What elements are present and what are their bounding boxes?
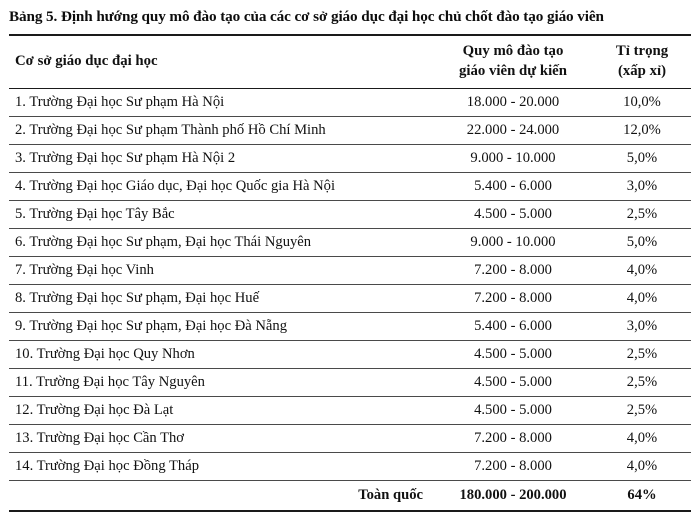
table-row bbox=[9, 145, 691, 173]
cell-scale: 4.500 - 5.000 bbox=[433, 201, 593, 229]
table-row bbox=[9, 173, 691, 201]
cell-institution: 9. Trường Đại học Sư phạm, Đại học Đà Nẵng bbox=[9, 313, 433, 341]
total-ratio: 64% bbox=[593, 481, 691, 512]
table-row bbox=[9, 257, 691, 285]
cell-institution: 1. Trường Đại học Sư phạm Hà Nội bbox=[9, 89, 433, 117]
table-header-row bbox=[9, 35, 691, 89]
cell-scale: 9.000 - 10.000 bbox=[433, 145, 593, 173]
cell-scale: 9.000 - 10.000 bbox=[433, 229, 593, 257]
column-header-ratio-line2: (xấp xỉ) bbox=[617, 62, 667, 79]
total-scale: 180.000 - 200.000 bbox=[433, 481, 593, 512]
cell-institution: 6. Trường Đại học Sư phạm, Đại học Thái Nguyên bbox=[9, 229, 433, 257]
cell-ratio: 2,5% bbox=[593, 201, 691, 229]
table-row bbox=[9, 89, 691, 117]
cell-scale: 5.400 - 6.000 bbox=[433, 313, 593, 341]
table-row bbox=[9, 285, 691, 313]
table-row bbox=[9, 397, 691, 425]
cell-scale: 7.200 - 8.000 bbox=[433, 257, 593, 285]
table-row bbox=[9, 453, 691, 481]
cell-ratio: 4,0% bbox=[593, 453, 691, 481]
table-caption: Bảng 5. Định hướng quy mô đào tạo của các cơ sở giáo dục đại học chủ chốt đào tạo giáo viên bbox=[9, 8, 604, 25]
cell-institution: 3. Trường Đại học Sư phạm Hà Nội 2 bbox=[9, 145, 433, 173]
cell-ratio: 12,0% bbox=[593, 117, 691, 145]
cell-ratio: 2,5% bbox=[593, 369, 691, 397]
cell-institution: 14. Trường Đại học Đồng Tháp bbox=[9, 453, 433, 481]
cell-scale: 7.200 - 8.000 bbox=[433, 285, 593, 313]
cell-institution: 10. Trường Đại học Quy Nhơn bbox=[9, 341, 433, 369]
cell-scale: 22.000 - 24.000 bbox=[433, 117, 593, 145]
cell-ratio: 5,0% bbox=[593, 145, 691, 173]
cell-ratio: 4,0% bbox=[593, 257, 691, 285]
column-header-ratio bbox=[593, 35, 691, 89]
table-header bbox=[9, 35, 691, 89]
column-header-scale-line2: giáo viên dự kiến bbox=[459, 62, 567, 79]
cell-institution: 2. Trường Đại học Sư phạm Thành phố Hồ Chí Minh bbox=[9, 117, 433, 145]
cell-scale: 4.500 - 5.000 bbox=[433, 397, 593, 425]
cell-scale: 4.500 - 5.000 bbox=[433, 341, 593, 369]
table-row bbox=[9, 117, 691, 145]
table-row bbox=[9, 369, 691, 397]
cell-institution: 11. Trường Đại học Tây Nguyên bbox=[9, 369, 433, 397]
cell-ratio: 4,0% bbox=[593, 425, 691, 453]
cell-institution: 13. Trường Đại học Cần Thơ bbox=[9, 425, 433, 453]
total-label: Toàn quốc bbox=[9, 481, 433, 512]
cell-ratio: 10,0% bbox=[593, 89, 691, 117]
cell-ratio: 2,5% bbox=[593, 341, 691, 369]
table-row bbox=[9, 201, 691, 229]
cell-institution: 8. Trường Đại học Sư phạm, Đại học Huế bbox=[9, 285, 433, 313]
column-header-ratio-line1: Tỉ trọng bbox=[615, 43, 669, 59]
cell-ratio: 5,0% bbox=[593, 229, 691, 257]
cell-institution: 7. Trường Đại học Vinh bbox=[9, 257, 433, 285]
table-total-row bbox=[9, 481, 691, 512]
table-row bbox=[9, 229, 691, 257]
cell-institution: 5. Trường Đại học Tây Bắc bbox=[9, 201, 433, 229]
cell-ratio: 4,0% bbox=[593, 285, 691, 313]
cell-institution: 4. Trường Đại học Giáo dục, Đại học Quốc gia Hà Nội bbox=[9, 173, 433, 201]
cell-scale: 7.200 - 8.000 bbox=[433, 425, 593, 453]
cell-scale: 5.400 - 6.000 bbox=[433, 173, 593, 201]
training-scale-table bbox=[9, 34, 691, 512]
cell-ratio: 2,5% bbox=[593, 397, 691, 425]
column-header-scale-line1: Quy mô đào tạo bbox=[462, 43, 564, 59]
cell-ratio: 3,0% bbox=[593, 173, 691, 201]
table-row bbox=[9, 425, 691, 453]
table-body bbox=[9, 89, 691, 512]
column-header-scale bbox=[433, 35, 593, 89]
cell-ratio: 3,0% bbox=[593, 313, 691, 341]
table-row bbox=[9, 341, 691, 369]
cell-scale: 18.000 - 20.000 bbox=[433, 89, 593, 117]
table-row bbox=[9, 313, 691, 341]
cell-scale: 7.200 - 8.000 bbox=[433, 453, 593, 481]
cell-institution: 12. Trường Đại học Đà Lạt bbox=[9, 397, 433, 425]
column-header-institution: Cơ sở giáo dục đại học bbox=[9, 35, 433, 89]
cell-scale: 4.500 - 5.000 bbox=[433, 369, 593, 397]
